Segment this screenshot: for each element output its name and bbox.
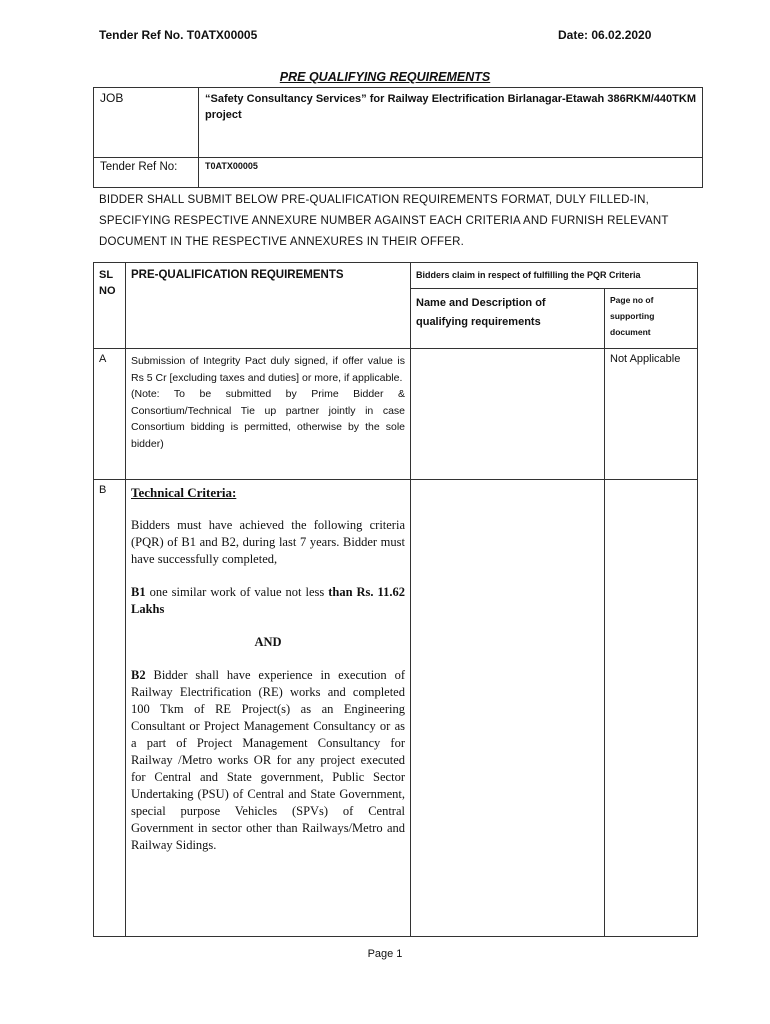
row-a-sl: A [94,349,126,480]
b1-text: one similar work of value not less [145,585,329,599]
table-row-b [94,480,698,937]
tender-ref-label: Tender Ref No: [94,158,199,188]
row-b-page-cell [605,480,698,937]
tender-ref-value: T0ATX00005 [199,158,703,188]
row-a-requirement [126,349,411,480]
row-b-name-cell [411,480,605,937]
table-row-a [94,349,698,480]
criterion-b2 [131,667,405,854]
tender-ref-header: Tender Ref No. T0ATX00005 [99,28,258,42]
intro-instructions: BIDDER SHALL SUBMIT BELOW PRE-QUALIFICATION REQUIREMENTS FORMAT, DULY FILLED-IN, SPECIFYING RESPECTIVE ANNEXURE NUMBER AGAINST EACH CRITERIA AND FURNISH RELEVANT DOCUMENT IN THE RESPECTIVE ANNEXURES IN THEIR OFFER. [99,194,669,248]
col-name-description: Name and Description of qualifying requirements [411,289,605,349]
job-label: JOB [94,88,199,158]
b1-label: B1 [131,585,146,599]
and-separator: AND [254,635,282,649]
row-a-name-cell [411,349,605,480]
b2-text: Bidder shall have experience in execution of Railway Electrification (RE) works and completed 100 Tkm of RE Project(s) as an Engineering Consultant or Project Management Consultancy or as a part of Project Management Consultancy for Railway /Metro works OR for any project executed for Central and State government, Public Sector Undertaking (PSU) of Central and State Government, special purpose Vehicles (SPVs) of Central Government in sector other than Railways/Metro and Railway Sidings. [131,668,405,852]
row-b-requirement [126,480,411,937]
criterion-b1 [131,584,405,618]
b1-value: than Rs. 11.62 Lakhs [131,585,405,616]
col-bidders-claim: Bidders claim in respect of fulfilling the PQR Criteria [411,263,698,289]
technical-criteria-heading: Technical Criteria: [131,485,237,500]
row-a-note: (Note: To be submitted by Prime Bidder & Consortium/Technical Tie up partner jointly in case Consortium bidding is permitted, otherwise by the sole bidder) [131,388,405,450]
job-value: “Safety Consultancy Services” for Railway Electrification Birlanagar-Etawah 386RKM/440TKM project [199,88,703,158]
col-page-no: Page no of supporting document [605,289,698,349]
page-number: Page 1 [367,948,403,960]
job-info-table [93,87,703,188]
b2-label: B2 [131,668,146,682]
pqr-table [93,262,698,937]
col-sl-no: SL NO [94,263,126,349]
row-a-text: Submission of Integrity Pact duly signed, if offer value is Rs 5 Cr [excluding taxes and duties] or more, if applicable. [131,355,405,384]
col-requirements: PRE-QUALIFICATION REQUIREMENTS [126,263,411,349]
row-a-page: Not Applicable [605,349,698,480]
date-header: Date: 06.02.2020 [558,28,652,42]
page-title: PRE QUALIFYING REQUIREMENTS [279,70,491,84]
technical-criteria-intro: Bidders must have achieved the following criteria (PQR) of B1 and B2, during last 7 years. Bidder must have successfully completed, [131,518,405,566]
row-b-sl: B [94,480,126,937]
